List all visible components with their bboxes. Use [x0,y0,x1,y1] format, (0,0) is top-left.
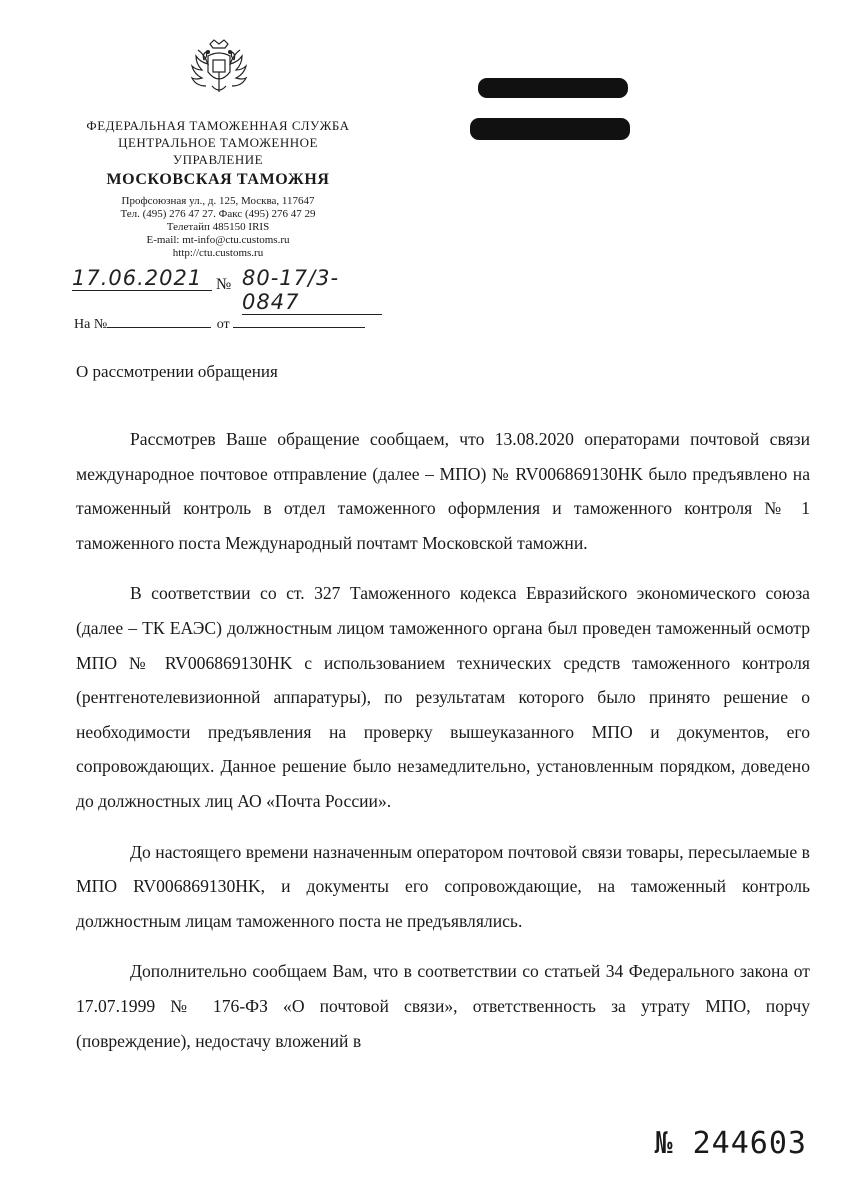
phones: Тел. (495) 276 47 27. Факс (495) 276 47 29 [120,208,316,220]
header-line-1: ФЕДЕРАЛЬНАЯ ТАМОЖЕННАЯ СЛУЖБА [86,118,350,133]
letter-body [76,422,810,1058]
number-sign: № [216,276,232,293]
paragraph-4: Дополнительно сообщаем Вам, что в соответствии со статьей 34 Федерального закона от 17.07.1999 № 176-ФЗ «О почтовой связи», ответственность за утрату МПО, порчу (повреждение), недостачу вложений в [76,961,810,1051]
reference-number-label: На № [74,317,108,332]
reference-date-label: от [216,317,230,332]
outgoing-number: 80-17/3-0847 [242,266,382,315]
serial-number: № 244603 [654,1126,807,1161]
reference-date-blank [233,313,365,328]
header-line-3: УПРАВЛЕНИЕ [172,152,264,167]
reference-line [74,313,365,333]
paragraph-1: Рассмотрев Ваше обращение сообщаем, что 13.08.2020 операторами почтовой связи международное почтовое отправление (далее – МПО) № RV006869130HK было предъявлено на таможенный контроль в отдел таможенного оформления и таможенного контроля № 1 таможенного поста Международный почтамт Московской таможни. [76,429,810,553]
paragraph-3: До настоящего времени назначенным оператором почтовой связи товары, пересылаемые в МПО RV006869130HK, и документы его сопровождающие, на таможенный контроль должностным лицам таможенного поста не предъявлялись. [76,841,810,931]
paragraph-2: В соответствии со ст. 327 Таможенного кодекса Евразийского экономического союза (далее – ТК ЕАЭС) должностным лицом таможенного органа был проведен таможенный осмотр МПО № RV006869130HK с использованием технических средств таможенного контроля (рентгенотелевизионной аппаратуры), по результатам которого было принято решение о необходимости предъявления на проверку вышеуказанного МПО и документов, его сопровождающих. Данное решение было незамедлительно, установленным порядком, доведено до должностных лиц АО «Почта России». [76,583,810,811]
subject-line: О рассмотрении обращения [76,362,278,381]
outgoing-registration [72,266,382,314]
header-line-2: ЦЕНТРАЛЬНОЕ ТАМОЖЕННОЕ [118,135,318,150]
redacted-recipient-line-2 [470,118,630,140]
email: E-mail: mt-info@ctu.customs.ru [146,234,290,246]
redacted-recipient-line-1 [478,78,628,98]
state-emblem-icon [188,38,250,102]
reference-number-blank [107,313,211,328]
organization-name: МОСКОВСКАЯ ТАМОЖНЯ [106,171,330,188]
website: http://ctu.customs.ru [172,247,264,259]
address: Профсоюзная ул., д. 125, Москва, 117647 [121,195,315,207]
outgoing-date: 17.06.2021 [72,266,212,291]
teletype: Телетайп 485150 IRIS [166,221,270,233]
